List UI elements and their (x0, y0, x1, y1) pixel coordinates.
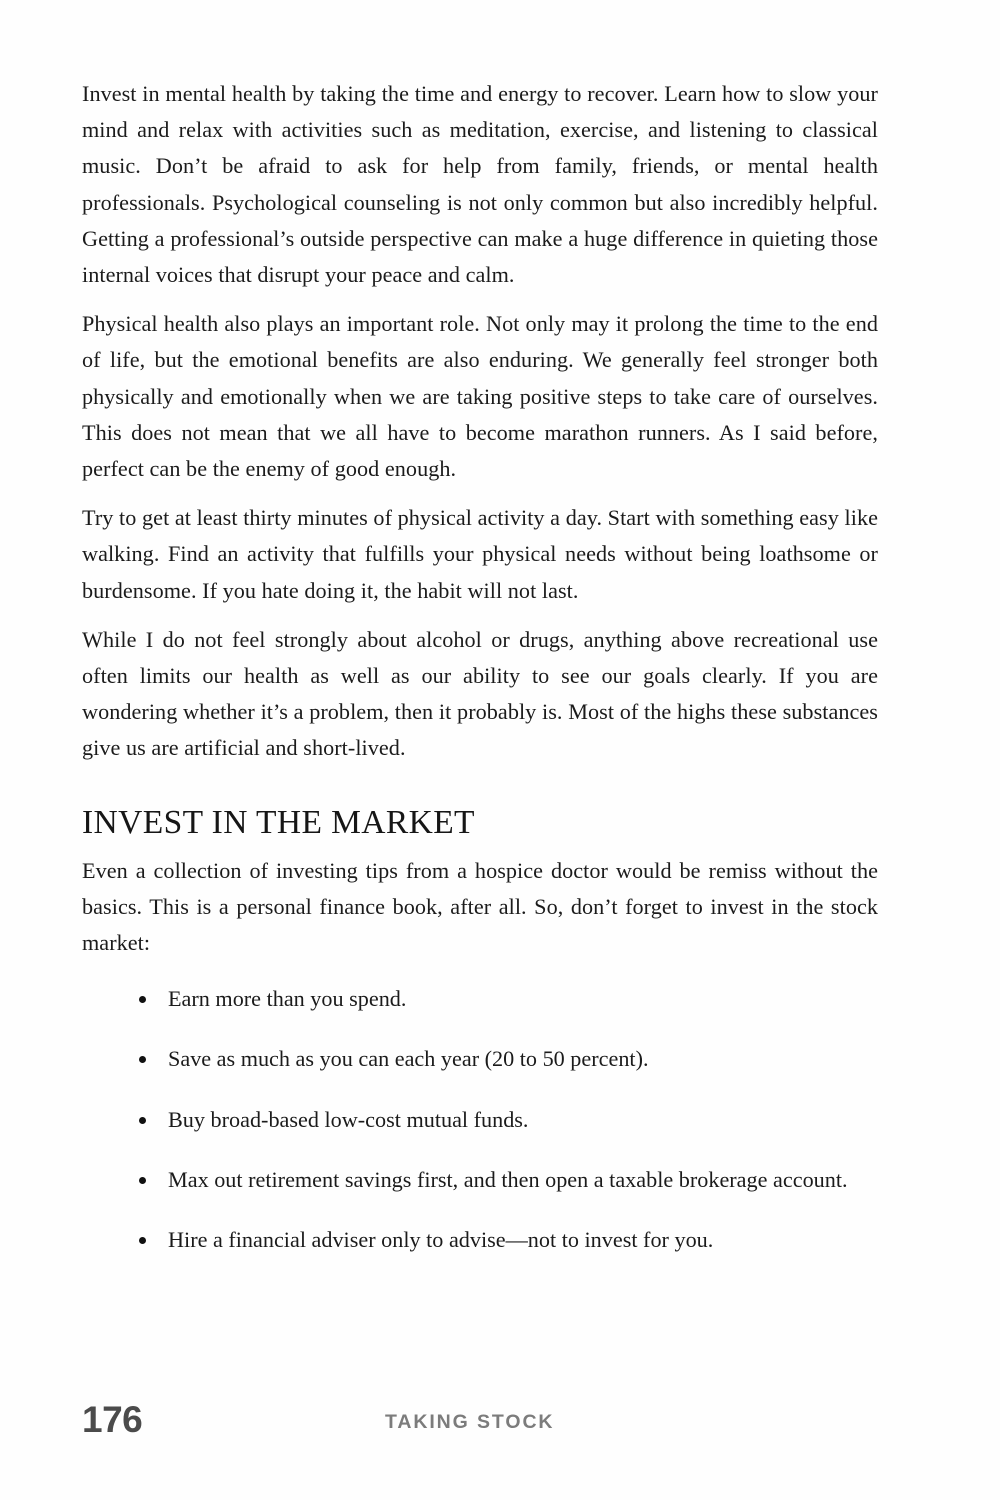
body-paragraph-4: While I do not feel strongly about alcohol or drugs, anything above recreational use often limits our health as well as our ability to see our goals clearly. If you are wondering whether it’s a problem, then it probably is. Most of the highs these substances give us are artificial and short-lived. (82, 626, 878, 761)
list-item-label: Max out retirement savings first, and then open a taxable brokerage account. (168, 1166, 848, 1192)
body-paragraph-1: Invest in mental health by taking the time and energy to recover. Learn how to slow your mind and relax with activities such as meditation, exercise, and listening to classical music. Don’t be afraid to ask for help from family, friends, or mental health professionals. Psychological counseling is not only common but also incredibly helpful. Getting a professional’s outside perspective can make a huge difference in quieting those internal voices that disrupt your peace and calm. (82, 81, 878, 288)
bullet-dot-icon (138, 1162, 148, 1198)
list-item (82, 1222, 878, 1258)
running-head: TAKING STOCK (385, 1411, 555, 1433)
bullet-dot-icon (138, 981, 148, 1017)
list-item-label: Save as much as you can each year (20 to 50 percent). (168, 1046, 649, 1072)
list-item-label: Hire a financial adviser only to advise—not to invest for you. (168, 1227, 714, 1253)
list-item (82, 1162, 878, 1198)
bullet-dot-icon (138, 1102, 148, 1138)
list-item (82, 1041, 878, 1077)
section-heading: INVEST IN THE MARKET (82, 803, 475, 841)
page-content (82, 76, 878, 1258)
list-item (82, 981, 878, 1017)
body-paragraph-3: Try to get at least thirty minutes of physical activity a day. Start with something easy like walking. Find an activity that fulfills your physical needs without being loathsome or burdensome. If you hate doing it, the habit will not last. (82, 505, 878, 603)
body-paragraph-2: Physical health also plays an important role. Not only may it prolong the time to the end of life, but the emotional benefits are also enduring. We generally feel stronger both physically and emotionally when we are taking positive steps to take care of ourselves. This does not mean that we all have to become marathon runners. As I said before, perfect can be the enemy of good enough. (82, 311, 878, 482)
list-item (82, 1102, 878, 1138)
page-number: 176 (82, 1399, 143, 1440)
bullet-dot-icon (138, 1222, 148, 1258)
investing-tips-list (82, 981, 878, 1258)
list-item-label: Buy broad-based low-cost mutual funds. (168, 1106, 529, 1132)
list-item-label: Earn more than you spend. (168, 986, 407, 1012)
section-intro-paragraph: Even a collection of investing tips from a hospice doctor would be remiss without the basics. This is a personal finance book, after all. So, don’t forget to invest in the stock market: (82, 857, 878, 956)
bullet-dot-icon (138, 1041, 148, 1077)
page-footer (0, 1400, 1000, 1460)
